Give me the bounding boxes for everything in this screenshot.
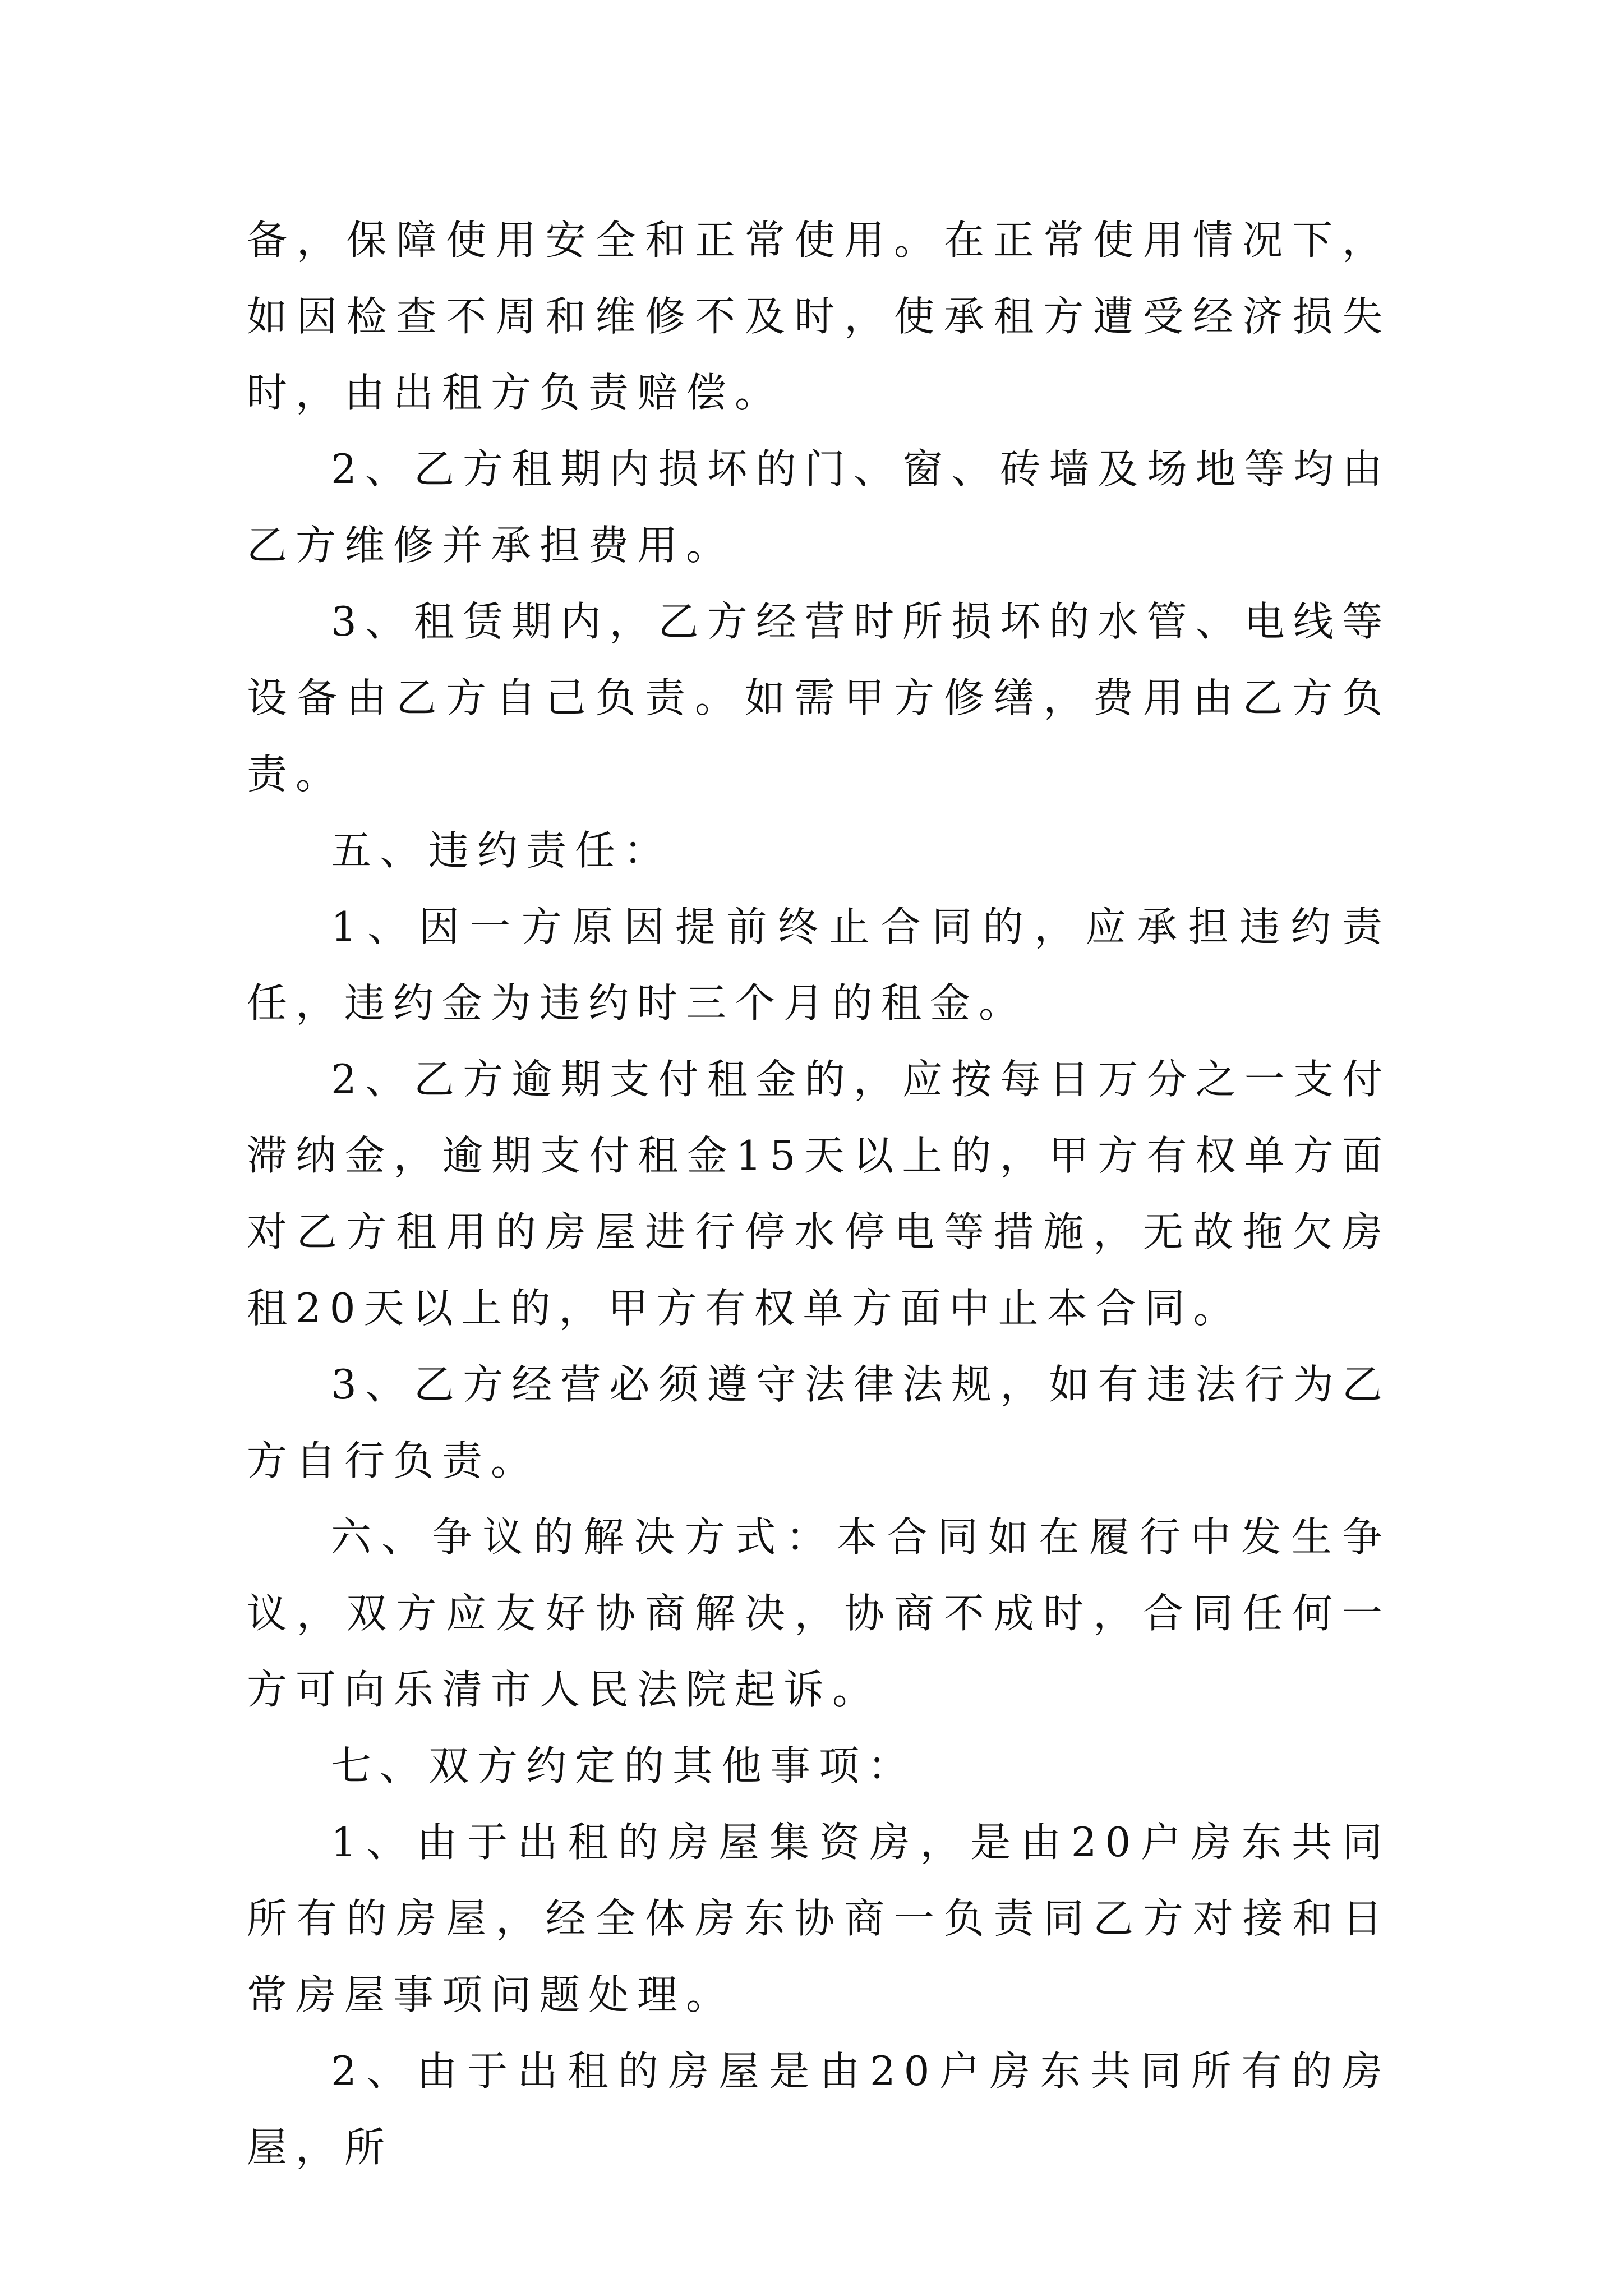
paragraph-clause-5-1: 1、因一方原因提前终止合同的，应承担违约责任，违约金为违约时三个月的租金。	[247, 903, 1391, 1027]
paragraph-clause-4-3: 3、租赁期内，乙方经营时所损坏的水管、电线等设备由乙方自己负责。如需甲方修缮，费用由乙方负责。	[247, 598, 1391, 798]
paragraph-continuation: 备，保障使用安全和正常使用。在正常使用情况下，如因检查不周和维修不及时，使承租方遭受经济损失时，由出租方负责赔偿。	[247, 217, 1391, 416]
paragraph-clause-5-2: 2、乙方逾期支付租金的，应按每日万分之一支付滞纳金，逾期支付租金15天以上的，甲方有权单方面对乙方租用的房屋进行停水停电等措施，无故拖欠房租20天以上的，甲方有权单方面中止本合同。	[247, 1056, 1391, 1332]
paragraph-clause-5-3: 3、乙方经营必须遵守法律法规，如有违法行为乙方自行负责。	[247, 1361, 1391, 1484]
paragraph-clause-4-2: 2、乙方租期内损坏的门、窗、砖墙及场地等均由乙方维修并承担费用。	[247, 445, 1391, 569]
section-heading-7: 七、双方约定的其他事项：	[331, 1742, 917, 1789]
section-heading-5: 五、违约责任：	[331, 827, 673, 874]
paragraph-clause-7-2: 2、由于出租的房屋是由20户房东共同所有的房屋，所	[247, 2047, 1391, 2171]
document-body	[247, 202, 1391, 2185]
section-heading-6: 六、争议的解决方式：本合同如在履行中发生争议，双方应友好协商解决，协商不成时，合同任何一方可向乐清市人民法院起诉。	[247, 1513, 1391, 1713]
paragraph-clause-7-1: 1、由于出租的房屋集资房，是由20户房东共同所有的房屋，经全体房东协商一负责同乙方对接和日常房屋事项问题处理。	[247, 1819, 1391, 2018]
